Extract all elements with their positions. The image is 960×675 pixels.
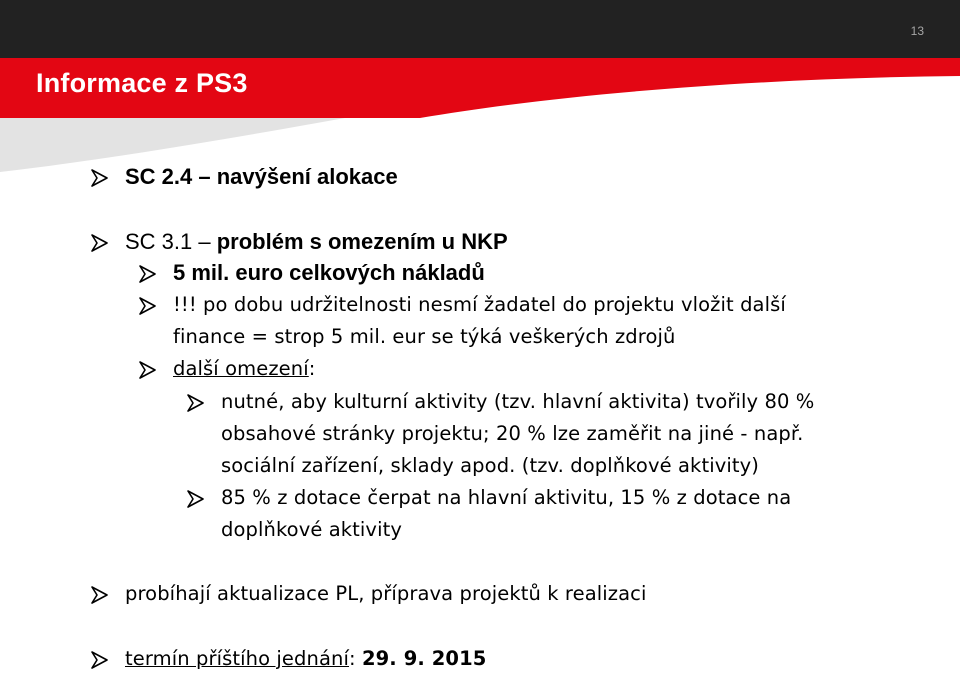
bullet-line: sociální zařízení, sklady apod. (tzv. doplňkové aktivity) — [221, 454, 759, 477]
arrowhead-bullet-icon — [91, 234, 109, 252]
bullet-line: nutné, aby kulturní aktivity (tzv. hlavní aktivita) tvořily 80 % — [221, 390, 815, 413]
arrowhead-bullet-icon — [91, 651, 109, 669]
bullet-udrzitelnost — [173, 289, 786, 353]
bullet-dotace — [221, 482, 791, 546]
bullet-line: doplňkové aktivity — [221, 518, 402, 541]
arrowhead-bullet-icon — [139, 297, 157, 315]
slide-title: Informace z PS3 — [36, 68, 248, 98]
meeting-date: 29. 9. 2015 — [361, 647, 487, 670]
bullet-dash: – — [192, 164, 217, 189]
bullet-dash: – — [192, 229, 217, 254]
arrowhead-bullet-icon — [139, 265, 157, 283]
bullet-code: SC 2.4 — [125, 164, 193, 189]
bullet-text: navýšení alokace — [216, 164, 398, 189]
bullet-text: 5 mil. euro celkových nákladů — [173, 260, 485, 285]
arrowhead-bullet-icon — [91, 586, 109, 604]
bullet-aktualizace — [125, 578, 647, 610]
bullet-text: probíhají aktualizace PL, příprava projektů k realizaci — [125, 582, 647, 605]
bullet-text: problém s omezením u NKP — [216, 229, 508, 254]
bullet-termin — [125, 643, 486, 675]
bullet-line: !!! po dobu udržitelnosti nesmí žadatel do projektu vložit další — [173, 293, 786, 316]
meeting-label: termín příštího jednání — [125, 647, 349, 670]
bullet-text: další omezení — [173, 357, 309, 380]
arrowhead-bullet-icon — [139, 361, 157, 379]
bullet-code: SC 3.1 — [125, 229, 193, 254]
bullet-sc24 — [125, 161, 398, 193]
arrowhead-bullet-icon — [187, 490, 205, 508]
arrowhead-bullet-icon — [187, 394, 205, 412]
meeting-separator: : — [349, 647, 362, 670]
bullet-5mil — [173, 257, 485, 289]
bullet-sc31 — [125, 226, 508, 258]
bullet-suffix: : — [308, 357, 316, 380]
bullet-line: obsahové stránky projektu; 20 % lze zaměřit na jiné - např. — [221, 422, 804, 445]
page-number: 13 — [910, 24, 924, 38]
bullet-line: finance = strop 5 mil. eur se týká veškerých zdrojů — [173, 325, 676, 348]
bullet-kulturni-aktivity — [221, 386, 814, 482]
bullet-dalsi-omezeni — [173, 353, 315, 385]
bullet-line: 85 % z dotace čerpat na hlavní aktivitu, 15 % z dotace na — [221, 486, 792, 509]
arrowhead-bullet-icon — [91, 169, 109, 187]
